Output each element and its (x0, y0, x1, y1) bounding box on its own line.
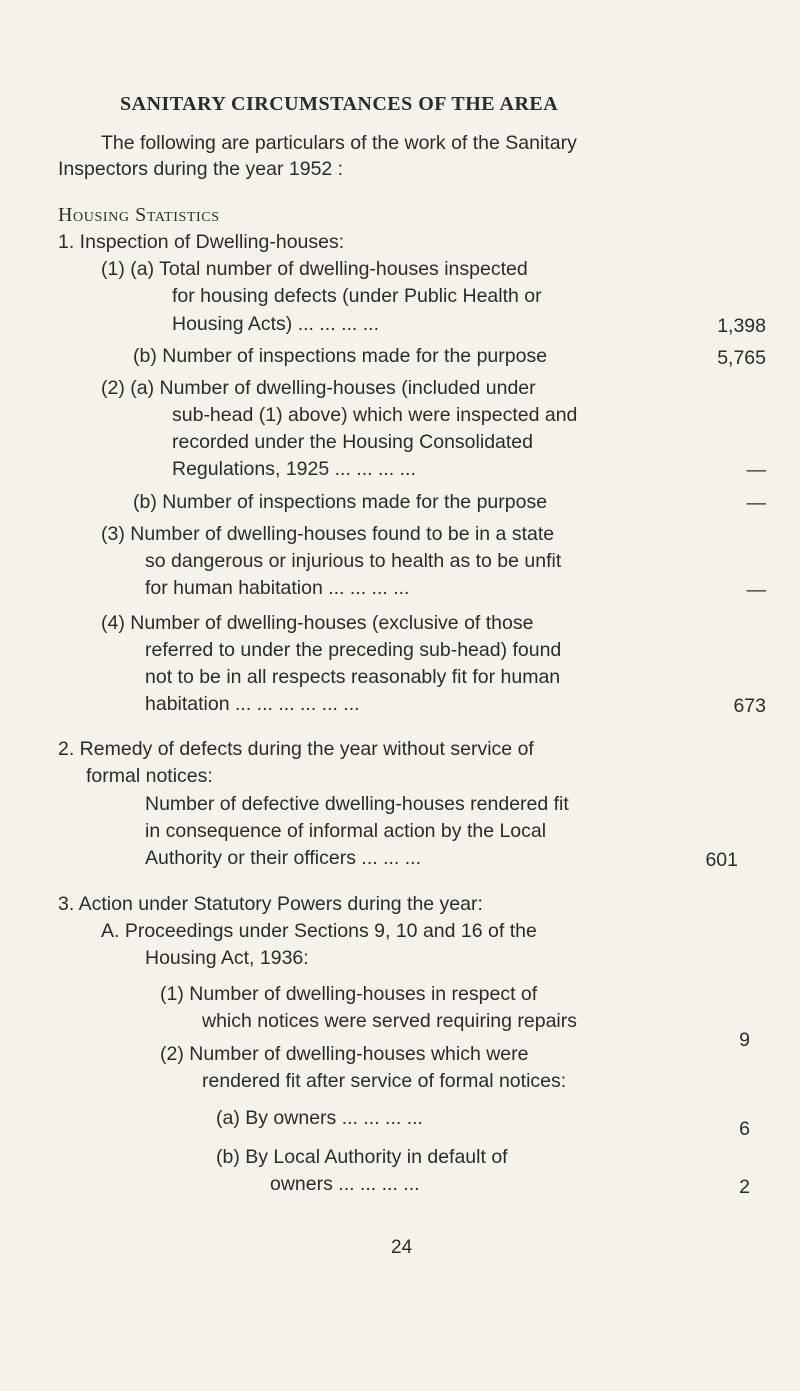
s3-a2a-text: (a) By owners ... ... ... ... (216, 1107, 423, 1129)
section-title: Housing Statistics (58, 204, 220, 226)
s3-a2-line-2: rendered fit after service of formal notices: (202, 1070, 567, 1092)
s1-heading: 1. Inspection of Dwelling-houses: (58, 231, 345, 253)
s2-value: 601 (705, 849, 738, 871)
s1-4-line-3: not to be in all respects reasonably fit for human (145, 666, 561, 688)
s3-a-heading-line-1: A. Proceedings under Sections 9, 10 and 16 of the (101, 920, 537, 942)
s1-1b-value: 5,765 (717, 347, 766, 369)
s3-a-heading-line-2: Housing Act, 1936: (145, 947, 309, 969)
s1-3-line-1: (3) Number of dwelling-houses found to be in a state (101, 523, 555, 545)
s1-2a-line-2: sub-head (1) above) which were inspected and (172, 404, 578, 426)
s3-a2-line-1: (2) Number of dwelling-houses which were (160, 1043, 529, 1065)
s3-a2b-value: 2 (739, 1176, 750, 1198)
s1-3-value: — (746, 579, 766, 601)
s1-4-value: 673 (733, 695, 766, 717)
s3-a2b-line-1: (b) By Local Authority in default of (216, 1146, 508, 1168)
s1-2a-value: — (746, 459, 766, 481)
s3-a1-line-2: which notices were served requiring repairs (202, 1010, 578, 1032)
intro-line-2: Inspectors during the year 1952 : (58, 158, 344, 180)
s1-2a-line-3: recorded under the Housing Consolidated (172, 431, 533, 453)
s1-4-line-4: habitation ... ... ... ... ... ... (145, 693, 360, 715)
s3-a1-line-1: (1) Number of dwelling-houses in respect of (160, 983, 538, 1005)
s3-a2b-line-2: owners ... ... ... ... (270, 1173, 420, 1195)
s1-4-line-1: (4) Number of dwelling-houses (exclusive of those (101, 612, 534, 634)
s1-2b-text: (b) Number of inspections made for the purpose (133, 491, 548, 513)
s1-1a-line-1: (1) (a) Total number of dwelling-houses inspected (101, 258, 528, 280)
s3-a1-value: 9 (739, 1029, 750, 1051)
s1-1a-line-3: Housing Acts) ... ... ... ... (172, 313, 379, 335)
s1-1a-line-2: for housing defects (under Public Health or (172, 285, 542, 307)
s2-body-line-1: Number of defective dwelling-houses rendered fit (145, 793, 569, 815)
s1-3-line-3: for human habitation ... ... ... ... (145, 577, 410, 599)
s2-body-line-2: in consequence of informal action by the Local (145, 820, 547, 842)
s2-heading-line-2: formal notices: (86, 765, 213, 787)
s1-1b-text: (b) Number of inspections made for the purpose (133, 345, 548, 367)
s3-heading: 3. Action under Statutory Powers during the year: (58, 893, 483, 915)
s1-2a-line-4: Regulations, 1925 ... ... ... ... (172, 458, 416, 480)
s2-heading-line-1: 2. Remedy of defects during the year without service of (58, 738, 534, 760)
page-number: 24 (391, 1237, 413, 1258)
s1-3-line-2: so dangerous or injurious to health as to be unfit (145, 550, 562, 572)
s1-2b-value: — (746, 492, 766, 514)
s1-4-line-2: referred to under the preceding sub-head) found (145, 639, 562, 661)
page-heading: SANITARY CIRCUMSTANCES OF THE AREA (120, 93, 559, 115)
s1-1a-value: 1,398 (717, 315, 766, 337)
s2-body-line-3: Authority or their officers ... ... ... (145, 847, 421, 869)
intro-line-1: The following are particulars of the work of the Sanitary (101, 132, 577, 154)
s1-2a-line-1: (2) (a) Number of dwelling-houses (included under (101, 377, 536, 399)
s3-a2a-value: 6 (739, 1118, 750, 1140)
